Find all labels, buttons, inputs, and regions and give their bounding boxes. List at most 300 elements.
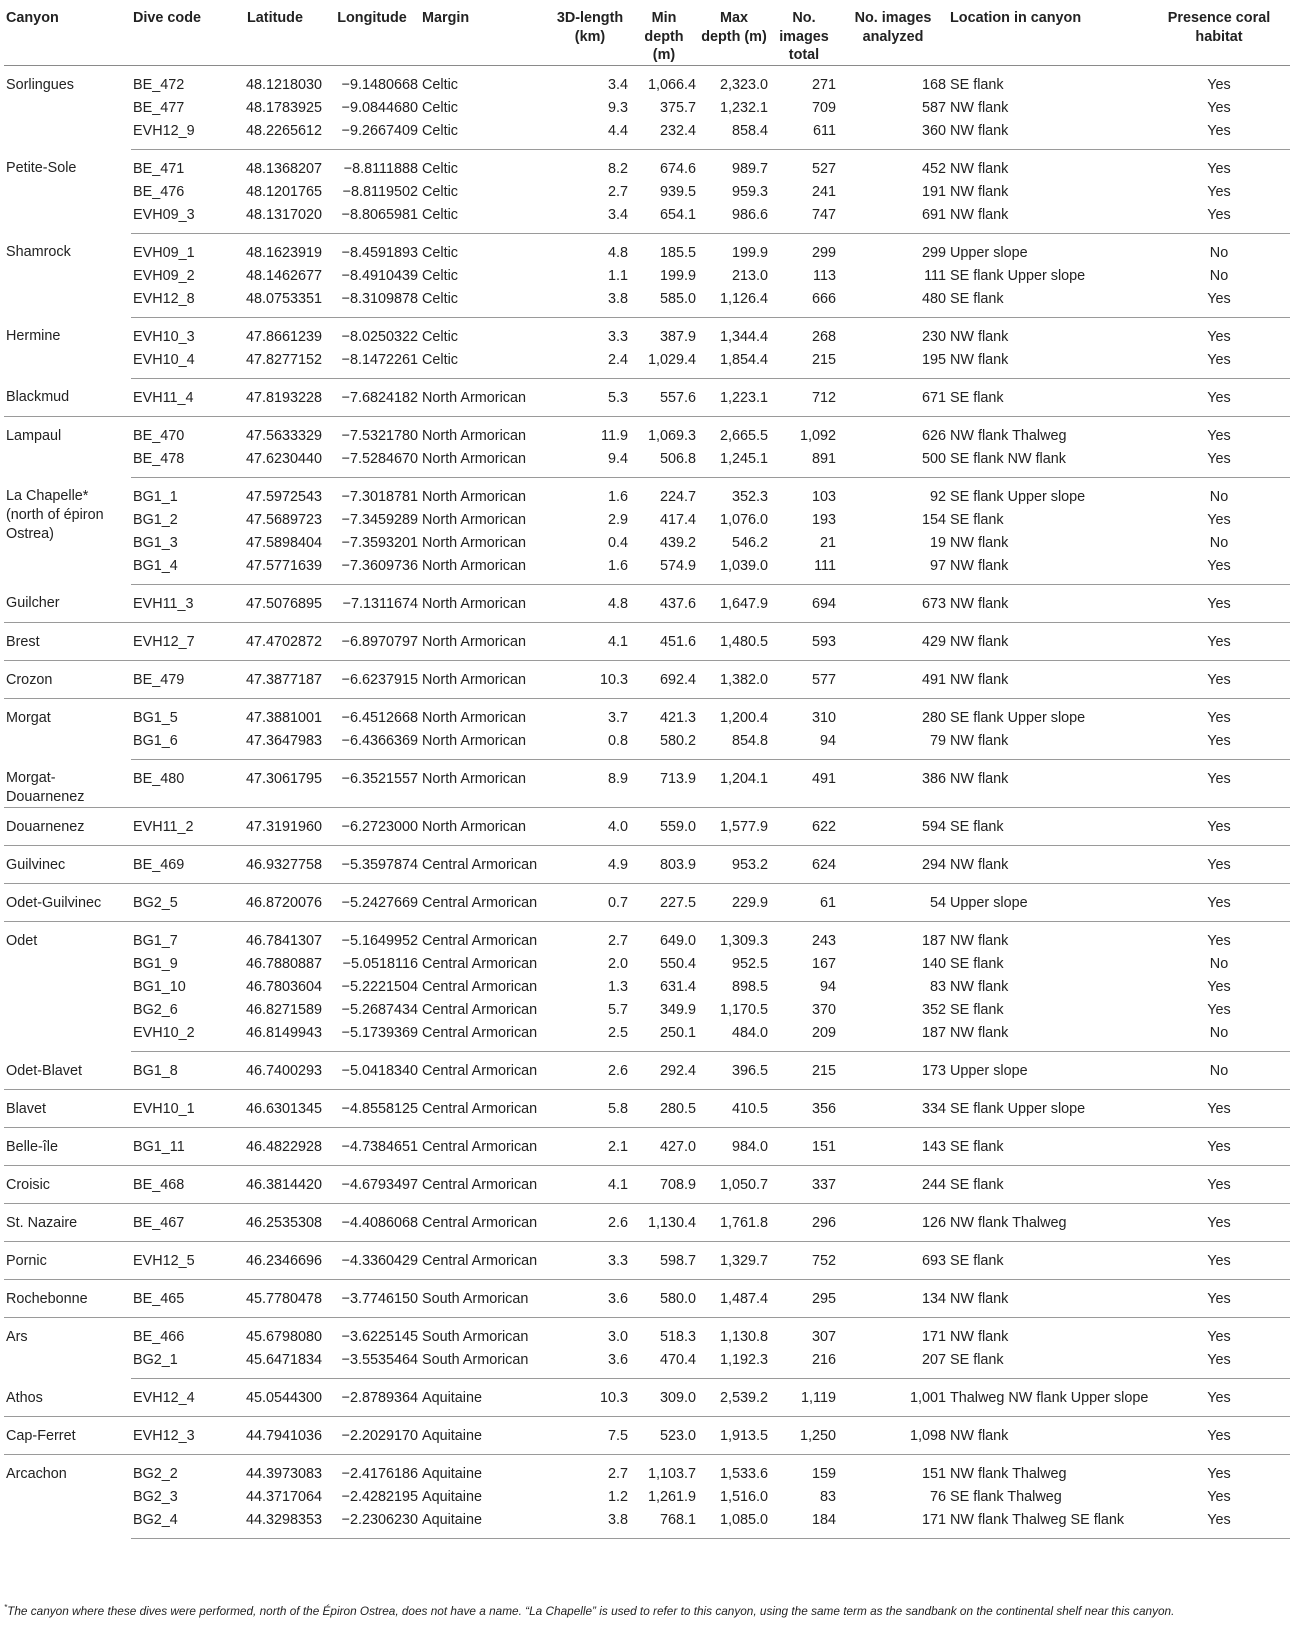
cell-max-depth: 2,539.2 xyxy=(698,1379,770,1417)
cell-min-depth: 654.1 xyxy=(630,204,698,234)
cell-images-total: 113 xyxy=(813,267,836,284)
cell-margin: Celtic xyxy=(422,328,458,345)
cell-dive-code: EVH10_4 xyxy=(131,349,226,379)
cell-max-depth: 953.2 xyxy=(698,846,770,884)
cell-longitude: −5.2687434 xyxy=(341,1002,418,1018)
cell-min-depth: 292.4 xyxy=(630,1052,698,1090)
cell-margin: Central Armorican xyxy=(420,1022,550,1052)
cell-length: 7.5 xyxy=(550,1417,630,1455)
cell-location: NW flank xyxy=(948,349,1148,379)
cell-longitude: −2.2306230 xyxy=(324,1509,420,1539)
cell-length: 3.4 xyxy=(550,204,630,234)
cell-margin: Aquitaine xyxy=(420,1509,550,1539)
cell-length: 2.6 xyxy=(550,1052,630,1090)
cell-images-total: 1,250 xyxy=(770,1417,838,1455)
cell-images-analyzed: 671 xyxy=(838,378,948,416)
cell-dive-code: BE_469 xyxy=(131,846,226,884)
cell-location: SE flank xyxy=(948,1242,1148,1280)
cell-images-analyzed: 191 xyxy=(921,183,946,200)
cell-dive-code: BE_479 xyxy=(131,660,226,698)
table-row xyxy=(4,288,1290,318)
cell-max-depth: 1,487.4 xyxy=(698,1280,770,1318)
cell-latitude: 46.8271589 xyxy=(245,1002,322,1018)
cell-images-analyzed: 299 xyxy=(921,244,946,261)
cell-dive-code: BG1_5 xyxy=(133,709,178,726)
cell-dive-code: EVH10_3 xyxy=(133,328,195,345)
cell-location: Upper slope xyxy=(950,244,1028,261)
cell-max-depth: 1,309.3 xyxy=(719,933,768,949)
cell-min-depth: 674.6 xyxy=(659,160,696,177)
canyon-name: Athos xyxy=(4,1379,131,1417)
cell-location: SE flank xyxy=(948,288,1148,318)
cell-margin: North Armorican xyxy=(420,660,550,698)
cell-images-total: 94 xyxy=(819,979,836,995)
header-images-total: No. images total xyxy=(770,0,838,65)
cell-images-analyzed: 244 xyxy=(838,1166,948,1204)
cell-location: NW flank xyxy=(950,183,1009,200)
cell-images-total: 709 xyxy=(811,99,836,116)
cell-length: 0.7 xyxy=(550,884,630,922)
cell-dive-code: BG2_3 xyxy=(133,1489,178,1505)
cell-coral-habitat: Yes xyxy=(1148,448,1290,478)
cell-images-total: 527 xyxy=(811,160,836,177)
cell-latitude: 46.2535308 xyxy=(226,1204,324,1242)
cell-images-analyzed: 79 xyxy=(838,730,948,760)
cell-latitude: 47.5076895 xyxy=(226,584,324,622)
cell-min-depth: 649.0 xyxy=(659,933,696,949)
cell-max-depth: 396.5 xyxy=(698,1052,770,1090)
cell-coral-habitat: Yes xyxy=(1148,808,1290,846)
cell-longitude: −6.6237915 xyxy=(324,660,420,698)
cell-images-total: 356 xyxy=(770,1090,838,1128)
cell-location: NW flank xyxy=(948,1280,1148,1318)
cell-dive-code: BE_471 xyxy=(133,160,185,177)
cell-max-depth: 1,039.0 xyxy=(698,555,770,585)
cell-longitude: −5.1649952 xyxy=(341,933,418,949)
cell-length: 2.0 xyxy=(607,956,628,972)
cell-longitude: −2.4282195 xyxy=(341,1489,418,1505)
cell-dive-code: EVH12_7 xyxy=(131,622,226,660)
table-row xyxy=(4,698,1290,730)
cell-min-depth: 939.5 xyxy=(659,183,696,200)
cell-coral-habitat: Yes xyxy=(1148,378,1290,416)
table-row xyxy=(4,730,1290,760)
table-row xyxy=(4,1486,1290,1509)
cell-coral-habitat: Yes xyxy=(1207,1489,1231,1505)
cell-dive-code: BE_480 xyxy=(131,759,226,808)
cell-dive-code: BE_467 xyxy=(131,1204,226,1242)
cell-margin: Celtic xyxy=(420,288,550,318)
cell-coral-habitat: Yes xyxy=(1148,759,1290,808)
canyon-name: Blavet xyxy=(4,1090,131,1128)
table-row xyxy=(4,622,1290,660)
cell-latitude: 47.5771639 xyxy=(226,555,324,585)
cell-length: 4.1 xyxy=(550,622,630,660)
cell-length: 2.7 xyxy=(607,1466,628,1482)
cell-images-total: 307 xyxy=(811,1329,836,1345)
canyon-name: Odet-Blavet xyxy=(4,1052,131,1090)
cell-images-total: 891 xyxy=(770,448,838,478)
cell-images-analyzed: 429 xyxy=(838,622,948,660)
cell-location: NW flank xyxy=(950,99,1009,116)
cell-longitude: −2.8789364 xyxy=(324,1379,420,1417)
canyon-name: St. Nazaire xyxy=(4,1204,131,1242)
cell-location: SE flank xyxy=(948,808,1148,846)
cell-images-total: 268 xyxy=(811,328,836,345)
cell-coral-habitat: Yes xyxy=(1148,288,1290,318)
table-row xyxy=(4,317,1290,349)
cell-length: 0.8 xyxy=(550,730,630,760)
cell-coral-habitat: Yes xyxy=(1148,730,1290,760)
cell-images-total: 370 xyxy=(811,1002,836,1018)
canyon-name: Guilvinec xyxy=(4,846,131,884)
cell-images-total: 712 xyxy=(770,378,838,416)
cell-dive-code: BE_470 xyxy=(133,427,185,444)
cell-dive-code: BG1_11 xyxy=(131,1128,226,1166)
table-row xyxy=(4,1417,1290,1455)
cell-margin: Central Armorican xyxy=(420,1052,550,1090)
cell-dive-code: BE_466 xyxy=(133,1329,185,1345)
canyon-name: Shamrock xyxy=(6,244,71,260)
cell-longitude: −7.5321780 xyxy=(341,427,418,444)
cell-max-depth: 1,130.8 xyxy=(719,1329,768,1345)
cell-longitude: −7.3593201 xyxy=(341,534,418,551)
cell-min-depth: 803.9 xyxy=(630,846,698,884)
cell-longitude: −8.1472261 xyxy=(324,349,420,379)
cell-min-depth: 1,029.4 xyxy=(630,349,698,379)
cell-length: 3.0 xyxy=(607,1329,628,1345)
cell-max-depth: 1,516.0 xyxy=(719,1489,768,1505)
cell-coral-habitat: Yes xyxy=(1148,1166,1290,1204)
cell-max-depth: 1,913.5 xyxy=(698,1417,770,1455)
cell-length: 2.4 xyxy=(550,349,630,379)
cell-margin: North Armorican xyxy=(422,511,526,528)
cell-dive-code: BE_472 xyxy=(133,76,185,93)
dive-table xyxy=(4,0,1290,1539)
cell-dive-code: BG2_4 xyxy=(131,1509,226,1539)
cell-images-analyzed: 19 xyxy=(929,534,946,551)
cell-length: 1.1 xyxy=(607,267,628,284)
table-row xyxy=(4,1128,1290,1166)
cell-longitude: −9.1480668 xyxy=(341,76,418,93)
cell-location: SE flank Upper slope xyxy=(950,488,1086,505)
cell-min-depth: 417.4 xyxy=(659,511,696,528)
cell-margin: North Armorican xyxy=(422,534,526,551)
cell-images-total: 215 xyxy=(770,1052,838,1090)
cell-latitude: 46.7400293 xyxy=(226,1052,324,1090)
cell-images-analyzed: 97 xyxy=(838,555,948,585)
cell-images-analyzed: 187 xyxy=(921,933,946,949)
cell-location: SE flank xyxy=(948,1166,1148,1204)
table-row xyxy=(4,204,1290,234)
cell-coral-habitat: Yes xyxy=(1148,1280,1290,1318)
cell-coral-habitat: Yes xyxy=(1148,1349,1290,1379)
cell-latitude: 45.6798080 xyxy=(245,1329,322,1345)
cell-max-depth: 952.5 xyxy=(731,956,768,972)
cell-images-total: 151 xyxy=(770,1128,838,1166)
cell-length: 9.3 xyxy=(607,99,628,116)
cell-latitude: 48.0753351 xyxy=(226,288,324,318)
cell-max-depth: 1,076.0 xyxy=(719,511,768,528)
cell-longitude: −8.8065981 xyxy=(324,204,420,234)
cell-coral-habitat: Yes xyxy=(1148,660,1290,698)
cell-dive-code: BG1_1 xyxy=(133,488,178,505)
cell-dive-code: BG1_2 xyxy=(133,511,178,528)
table-row xyxy=(4,477,1290,509)
cell-longitude: −8.0250322 xyxy=(341,328,418,345)
cell-length: 5.8 xyxy=(550,1090,630,1128)
cell-max-depth: 484.0 xyxy=(698,1022,770,1052)
cell-coral-habitat: Yes xyxy=(1207,1002,1231,1018)
table-row xyxy=(4,1052,1290,1090)
cell-images-analyzed: 171 xyxy=(838,1509,948,1539)
cell-images-total: 1,119 xyxy=(770,1379,838,1417)
cell-longitude: −8.3109878 xyxy=(324,288,420,318)
cell-images-total: 243 xyxy=(811,933,836,949)
cell-latitude: 48.1462677 xyxy=(245,267,322,284)
cell-min-depth: 309.0 xyxy=(630,1379,698,1417)
cell-dive-code: BG1_4 xyxy=(131,555,226,585)
cell-latitude: 46.7880887 xyxy=(245,956,322,972)
cell-max-depth: 1,192.3 xyxy=(698,1349,770,1379)
cell-images-total: 747 xyxy=(770,204,838,234)
cell-location: SE flank Upper slope xyxy=(948,1090,1148,1128)
cell-latitude: 48.2265612 xyxy=(226,120,324,150)
cell-dive-code: BE_468 xyxy=(131,1166,226,1204)
cell-min-depth: 1,069.3 xyxy=(647,427,696,444)
cell-max-depth: 1,382.0 xyxy=(698,660,770,698)
cell-images-analyzed: 691 xyxy=(838,204,948,234)
cell-location: NW flank xyxy=(948,584,1148,622)
cell-images-total: 111 xyxy=(770,555,838,585)
cell-longitude: −7.6824182 xyxy=(324,378,420,416)
cell-longitude: −7.3459289 xyxy=(341,511,418,528)
cell-length: 1.6 xyxy=(607,488,628,505)
cell-max-depth: 986.6 xyxy=(698,204,770,234)
cell-coral-habitat: Yes xyxy=(1148,1417,1290,1455)
cell-images-analyzed: 280 xyxy=(921,709,946,726)
cell-dive-code: EVH12_5 xyxy=(131,1242,226,1280)
cell-dive-code: EVH11_4 xyxy=(131,378,226,416)
cell-images-analyzed: 76 xyxy=(929,1489,946,1505)
table-row xyxy=(4,416,1290,448)
cell-margin: Celtic xyxy=(420,204,550,234)
cell-latitude: 45.0544300 xyxy=(226,1379,324,1417)
cell-min-depth: 387.9 xyxy=(659,328,696,345)
cell-latitude: 47.6230440 xyxy=(226,448,324,478)
cell-max-depth: 984.0 xyxy=(698,1128,770,1166)
cell-images-analyzed: 480 xyxy=(838,288,948,318)
cell-longitude: −3.5535464 xyxy=(324,1349,420,1379)
cell-images-total: 337 xyxy=(770,1166,838,1204)
cell-images-analyzed: 143 xyxy=(838,1128,948,1166)
cell-longitude: −4.8558125 xyxy=(324,1090,420,1128)
cell-location: NW flank xyxy=(948,120,1148,150)
cell-images-analyzed: 195 xyxy=(838,349,948,379)
cell-min-depth: 692.4 xyxy=(630,660,698,698)
cell-dive-code: BE_476 xyxy=(133,183,185,200)
canyon-name: Cap-Ferret xyxy=(4,1417,131,1455)
cell-images-total: 159 xyxy=(811,1466,836,1482)
cell-max-depth: 1,344.4 xyxy=(719,328,768,345)
table-row xyxy=(4,120,1290,150)
cell-margin: Aquitaine xyxy=(422,1466,483,1482)
cell-images-total: 296 xyxy=(770,1204,838,1242)
cell-max-depth: 898.5 xyxy=(731,979,768,995)
header-max-depth: Max depth (m) xyxy=(698,0,770,65)
cell-location: NW flank xyxy=(950,160,1009,177)
canyon-name: Arcachon xyxy=(6,1466,67,1482)
cell-length: 4.0 xyxy=(550,808,630,846)
cell-location: NW flank xyxy=(948,759,1148,808)
cell-location: Thalweg NW flank Upper slope xyxy=(948,1379,1148,1417)
cell-coral-habitat: Yes xyxy=(1207,328,1231,345)
cell-images-analyzed: 83 xyxy=(929,979,946,995)
cell-location: Upper slope xyxy=(948,1052,1148,1090)
cell-location: SE flank xyxy=(950,956,1004,972)
cell-margin: Central Armorican xyxy=(422,956,538,972)
cell-dive-code: EVH10_1 xyxy=(131,1090,226,1128)
cell-dive-code: BE_478 xyxy=(131,448,226,478)
cell-longitude: −6.8970797 xyxy=(324,622,420,660)
cell-max-depth: 1,480.5 xyxy=(698,622,770,660)
cell-coral-habitat: No xyxy=(1148,1022,1290,1052)
footnote-text: The canyon where these dives were performed, north of the Épiron Ostrea, does not have a name. “La Chapelle” is used to refer to this canyon, using the same term as the sandbank on the continental shelf near this canyon. xyxy=(7,1603,1175,1618)
cell-location: NW flank Thalweg xyxy=(950,1466,1067,1482)
cell-dive-code: EVH11_2 xyxy=(131,808,226,846)
cell-coral-habitat: Yes xyxy=(1148,622,1290,660)
cell-latitude: 44.3973083 xyxy=(245,1466,322,1482)
header-3d-length: 3D-length (km) xyxy=(550,0,630,65)
cell-longitude: −9.2667409 xyxy=(324,120,420,150)
canyon-name: Crozon xyxy=(4,660,131,698)
cell-max-depth: 199.9 xyxy=(731,244,768,261)
cell-location: NW flank xyxy=(950,1329,1009,1345)
cell-margin: Aquitaine xyxy=(420,1379,550,1417)
cell-margin: Celtic xyxy=(422,267,458,284)
cell-length: 4.9 xyxy=(550,846,630,884)
cell-latitude: 46.9327758 xyxy=(226,846,324,884)
cell-margin: North Armorican xyxy=(420,584,550,622)
cell-images-total: 624 xyxy=(770,846,838,884)
cell-location: SE flank xyxy=(950,1002,1004,1018)
cell-longitude: −5.3597874 xyxy=(324,846,420,884)
cell-dive-code: BG2_2 xyxy=(133,1466,178,1482)
table-row xyxy=(4,884,1290,922)
cell-margin: Aquitaine xyxy=(420,1417,550,1455)
cell-length: 1.3 xyxy=(607,979,628,995)
table-body xyxy=(4,65,1290,1539)
cell-margin: Central Armorican xyxy=(422,933,538,949)
cell-margin: Central Armorican xyxy=(420,846,550,884)
cell-location: NW flank xyxy=(948,660,1148,698)
cell-length: 3.7 xyxy=(607,709,628,726)
cell-dive-code: EVH12_4 xyxy=(131,1379,226,1417)
cell-margin: North Armorican xyxy=(420,622,550,660)
canyon-name: Morgat xyxy=(6,709,51,726)
cell-dive-code: BG1_9 xyxy=(133,956,178,972)
cell-longitude: −7.5284670 xyxy=(324,448,420,478)
canyon-name: Brest xyxy=(4,622,131,660)
cell-length: 2.5 xyxy=(550,1022,630,1052)
cell-longitude: −4.4086068 xyxy=(324,1204,420,1242)
cell-images-total: 593 xyxy=(770,622,838,660)
cell-min-depth: 349.9 xyxy=(659,1002,696,1018)
cell-max-depth: 1,204.1 xyxy=(698,759,770,808)
cell-length: 3.6 xyxy=(550,1349,630,1379)
cell-coral-habitat: Yes xyxy=(1207,183,1231,200)
canyon-name: Ars xyxy=(6,1329,28,1345)
cell-max-depth: 1,170.5 xyxy=(719,1002,768,1018)
canyon-name: Sorlingues xyxy=(6,76,74,93)
table-row xyxy=(4,1509,1290,1539)
cell-latitude: 47.8193228 xyxy=(226,378,324,416)
table-row xyxy=(4,759,1290,808)
cell-images-analyzed: 187 xyxy=(838,1022,948,1052)
table-row xyxy=(4,846,1290,884)
cell-max-depth: 546.2 xyxy=(731,534,768,551)
cell-images-analyzed: 168 xyxy=(921,76,946,93)
cell-length: 3.8 xyxy=(550,1509,630,1539)
cell-margin: North Armorican xyxy=(420,730,550,760)
cell-latitude: 47.3877187 xyxy=(226,660,324,698)
cell-latitude: 48.1368207 xyxy=(245,160,322,177)
cell-images-analyzed: 294 xyxy=(838,846,948,884)
cell-min-depth: 768.1 xyxy=(630,1509,698,1539)
cell-latitude: 46.2346696 xyxy=(226,1242,324,1280)
cell-location: SE flank xyxy=(948,1128,1148,1166)
cell-coral-habitat: Yes xyxy=(1207,1466,1231,1482)
cell-margin: South Armorican xyxy=(420,1280,550,1318)
cell-margin: South Armorican xyxy=(420,1349,550,1379)
cell-min-depth: 557.6 xyxy=(630,378,698,416)
cell-location: SE flank xyxy=(948,378,1148,416)
cell-min-depth: 708.9 xyxy=(630,1166,698,1204)
cell-length: 2.7 xyxy=(607,183,628,200)
table-row xyxy=(4,999,1290,1022)
cell-min-depth: 559.0 xyxy=(630,808,698,846)
cell-longitude: −2.4176186 xyxy=(341,1466,418,1482)
cell-margin: Central Armorican xyxy=(420,1242,550,1280)
cell-images-total: 167 xyxy=(811,956,836,972)
canyon-name: La Chapelle* (north of épiron Ostrea) xyxy=(6,488,104,542)
cell-margin: North Armorican xyxy=(422,427,526,444)
cell-images-analyzed: 693 xyxy=(838,1242,948,1280)
cell-dive-code: BG2_6 xyxy=(133,1002,178,1018)
cell-coral-habitat: No xyxy=(1209,488,1229,505)
cell-margin: Celtic xyxy=(422,99,458,116)
canyon-name: Hermine xyxy=(6,328,61,344)
cell-images-analyzed: 134 xyxy=(838,1280,948,1318)
cell-margin: South Armorican xyxy=(422,1329,529,1345)
cell-latitude: 47.8277152 xyxy=(226,349,324,379)
cell-longitude: −5.1739369 xyxy=(324,1022,420,1052)
cell-max-depth: 854.8 xyxy=(698,730,770,760)
cell-max-depth: 989.7 xyxy=(731,160,768,177)
footnote-marker: * xyxy=(4,1603,8,1612)
cell-latitude: 47.8661239 xyxy=(245,328,322,345)
cell-location: NW flank xyxy=(950,534,1009,551)
header-latitude: Latitude xyxy=(226,0,324,65)
cell-length: 11.9 xyxy=(601,427,628,444)
table-row xyxy=(4,584,1290,622)
cell-latitude: 47.5972543 xyxy=(245,488,322,505)
table-row xyxy=(4,1204,1290,1242)
header-canyon: Canyon xyxy=(4,0,131,65)
table-row xyxy=(4,149,1290,181)
canyon-name: Belle-île xyxy=(4,1128,131,1166)
cell-location: SE flank xyxy=(950,76,1004,93)
